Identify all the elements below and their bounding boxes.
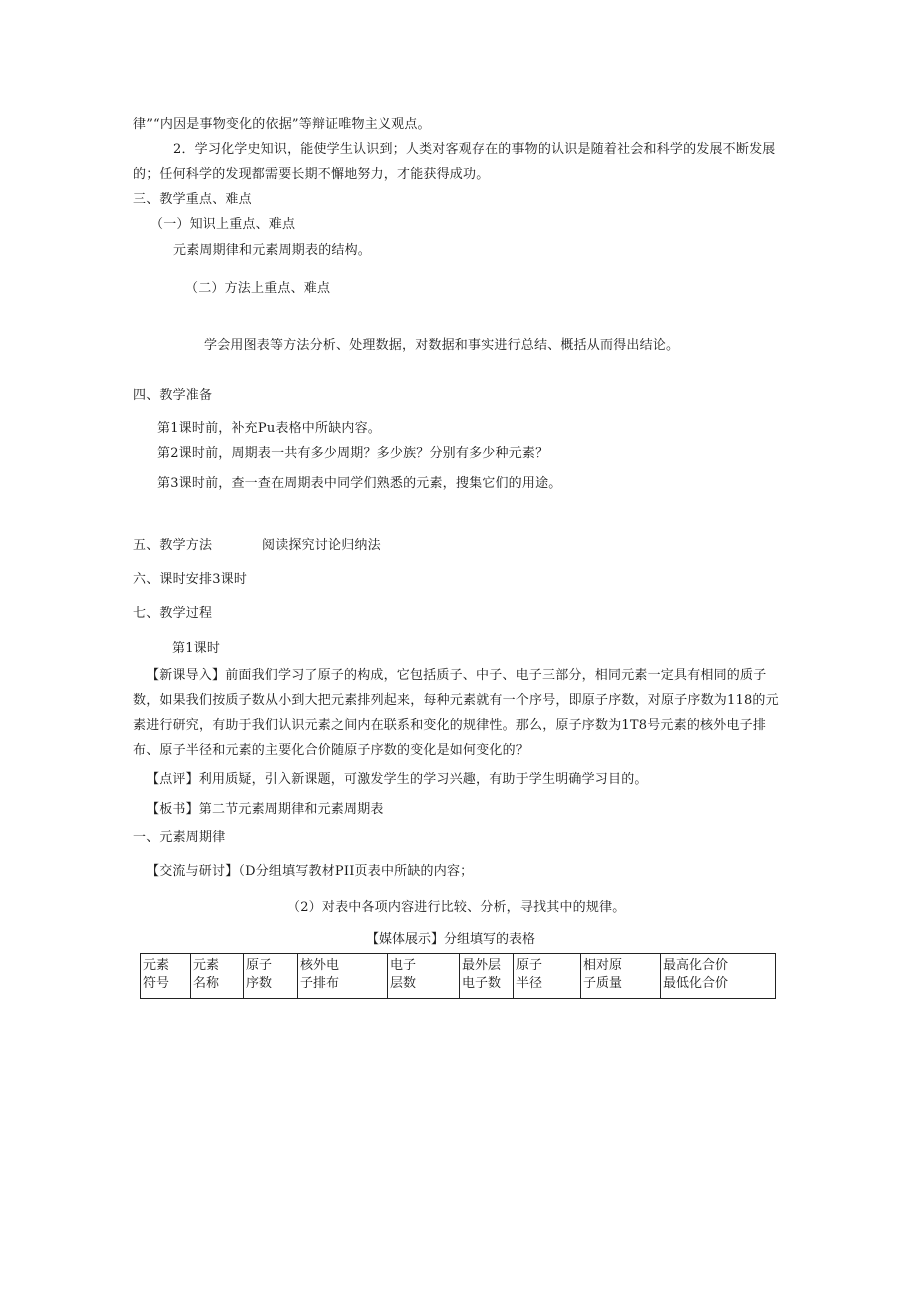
table-header-cell: 原子 序数 <box>244 954 298 999</box>
subsection-heading: （一）知识上重点、难点 <box>150 217 296 232</box>
table-header-cell: 最高化合价 最低化合价 <box>661 954 776 999</box>
teaching-method-value: 阅读探究讨论归纳法 <box>262 538 381 553</box>
table-caption: 【媒体展示】分组填写的表格 <box>366 932 536 947</box>
text-line: 【点评】利用质疑，引入新课题，可激发学生的学习兴趣，有助于学生明确学习目的。 <box>146 772 648 787</box>
text-line: 【板书】第二节元素周期律和元素周期表 <box>146 802 384 817</box>
section-heading-3: 三、教学重点、难点 <box>133 192 252 207</box>
section-heading-4: 四、教学准备 <box>133 388 213 403</box>
table-header-row <box>141 954 776 999</box>
table-header-cell: 电子 层数 <box>388 954 460 999</box>
text-line: 第1课时前，补充Pu表格中所缺内容。 <box>157 421 381 436</box>
table-header-cell: 核外电 子排布 <box>298 954 388 999</box>
text-line: 学会用图表等方法分析、处理数据，对数据和事实进行总结、概括从而得出结论。 <box>204 338 680 353</box>
table-header-cell: 原子 半径 <box>514 954 581 999</box>
text-line: 第3课时前，查一查在周期表中同学们熟悉的元素，搜集它们的用途。 <box>157 476 562 491</box>
section-heading-5: 五、教学方法 <box>133 538 213 553</box>
table-header-cell: 最外层 电子数 <box>460 954 514 999</box>
lesson-label: 第1课时 <box>172 641 221 656</box>
paragraph-objective-2: 2．学习化学史知识，能使学生认识到；人类对客观存在的事物的认识是随着社会和科学的发展不断发展的；任何科学的发现都需要长期不懈地努力，才能获得成功。 <box>133 142 776 182</box>
table-header-cell: 相对原 子质量 <box>581 954 661 999</box>
text-line: 元素周期律和元素周期表的结构。 <box>173 243 372 258</box>
text-line: 【交流与研讨】（D分组填写教材PII页表中所缺的内容； <box>146 864 474 879</box>
text-line: （2）对表中各项内容进行比较、分析，寻找其中的规律。 <box>287 900 626 915</box>
fill-in-table <box>140 953 776 999</box>
section-heading-6: 六、课时安排3课时 <box>133 572 248 587</box>
text-line: 第2课时前，周期表一共有多少周期？多少族？分别有多少种元素？ <box>157 446 549 461</box>
paragraph-new-lesson-intro: 【新课导入】前面我们学习了原子的构成，它包括质子、中子、电子三部分，相同元素一定具有相同的质子数，如果我们按质子数从小到大把元素排列起来，每种元素就有一个序号，即原子序数，对原子序数为118的元素进行研究，有助于我们认识元素之间内在联系和变化的规律性。那么，原子序数为1T8号元素的核外电子排布、原子半径和元素的主要化合价随原子序数的变化是如何变化的？ <box>133 668 779 758</box>
subsection-heading: （二）方法上重点、难点 <box>185 281 331 296</box>
table-header-cell: 元素 符号 <box>141 954 191 999</box>
table-header-cell: 元素 名称 <box>191 954 244 999</box>
text-line: 一、元素周期律 <box>133 830 226 845</box>
section-heading-7: 七、教学过程 <box>133 606 213 621</box>
text-line: 律”“内因是事物变化的依据”等辩证唯物主义观点。 <box>133 117 431 132</box>
